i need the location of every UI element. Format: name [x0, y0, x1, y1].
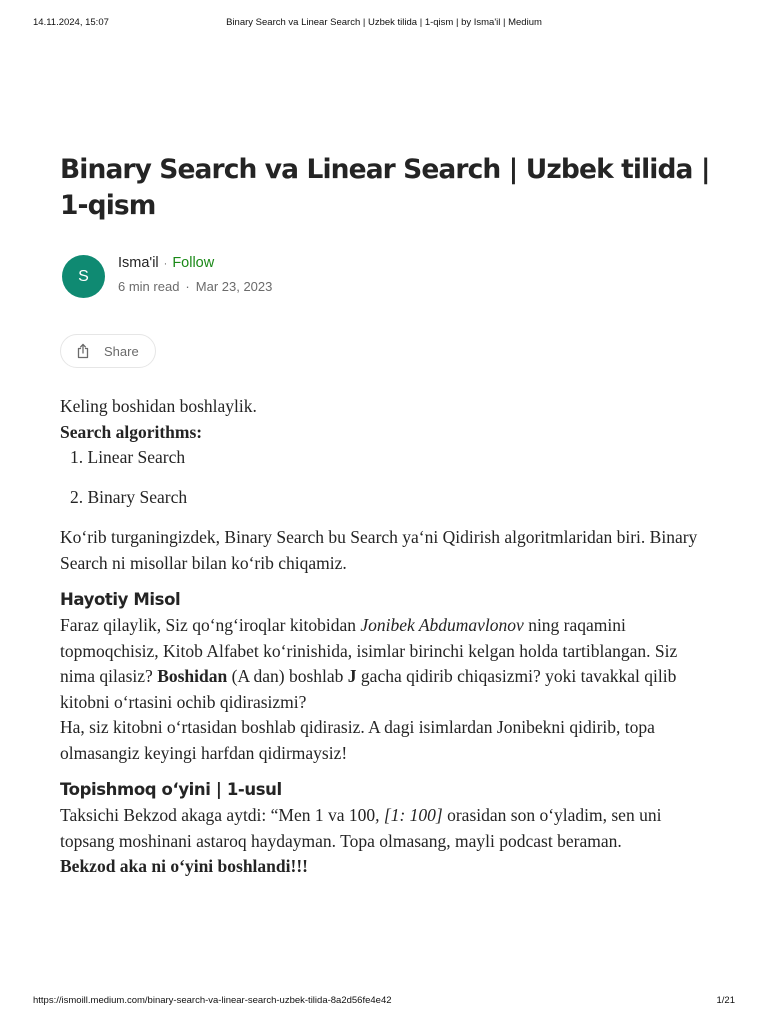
- publish-date: Mar 23, 2023: [195, 279, 273, 294]
- byline-top-row: [118, 255, 214, 271]
- list-item: 1. Linear Search: [70, 447, 186, 467]
- text-span: ning raqamini topmoqchisiz, Kitob Alfabet ko‘rinishida, isimlar birinchi kelgan holda tartiblangan. Siz nima qilasiz?: [60, 615, 678, 686]
- author-avatar[interactable]: S: [62, 255, 105, 298]
- share-button[interactable]: [60, 334, 156, 368]
- share-icon: [74, 342, 92, 360]
- bold-text: Boshidan: [157, 666, 228, 686]
- text-span: Faraz qilaylik, Siz qo‘ng‘iroqlar kitobidan: [60, 615, 361, 635]
- page-number: 1/21: [716, 995, 735, 1006]
- section-heading-hayotiy-misol: Hayotiy Misol: [60, 590, 181, 609]
- print-footer: [33, 995, 735, 1009]
- algorithms-list: [70, 445, 710, 511]
- page-url: https://ismoill.medium.com/binary-search-va-linear-search-uzbek-tilida-8a2d56fe4e42: [33, 995, 392, 1006]
- text-span: orasidan son o‘yladim, sen uni topsang moshinani astaroq haydayman. Topa olmasang, mayli podcast beraman.: [60, 805, 662, 851]
- bold-text: J: [347, 666, 357, 686]
- text-span: Taksichi Bekzod akaga aytdi: “Men 1 va 100: [60, 805, 376, 825]
- text-span: gacha qidirib chiqasizmi? yoki tavakkal qilib kitobni o‘rtasini ochib qidirasizmi?: [60, 666, 677, 712]
- print-datetime: 14.11.2024, 15:07: [33, 17, 109, 28]
- share-bar: [60, 334, 710, 368]
- intro-paragraph: Keling boshidan boshlaylik.: [60, 396, 257, 416]
- algorithms-label: Search algorithms:: [60, 421, 203, 442]
- italic-name: Jonibek Abdumavlonov: [360, 615, 524, 635]
- share-label: Share: [104, 343, 139, 359]
- article-body: [60, 394, 710, 880]
- list-item: 2. Binary Search: [70, 487, 188, 507]
- article: [60, 152, 710, 880]
- article-title: Binary Search va Linear Search | Uzbek tilida | 1-qism: [60, 154, 710, 221]
- print-document-title: Binary Search va Linear Search | Uzbek tilida | 1-qism | by Isma'il | Medium: [226, 17, 542, 28]
- bold-text: Bekzod aka ni o‘yini boshlandi!!!: [60, 856, 308, 876]
- section-heading-topishmoq: Topishmoq o‘yini | 1-usul: [60, 780, 282, 799]
- middle-search-paragraph: Ha, siz kitobni o‘rtasidan boshlab qidirasiz. A dagi isimlardan Jonibekni qidirib, topa olmasangiz keyingi harfdan qidirmaysiz!: [60, 717, 655, 763]
- phonebook-paragraph: [60, 613, 710, 715]
- follow-button[interactable]: Follow: [172, 255, 215, 271]
- print-header: [33, 17, 735, 31]
- riddle-paragraph: [60, 803, 710, 854]
- read-time: 6 min read: [118, 279, 180, 294]
- author-byline: [60, 252, 710, 306]
- meta-separator: ·: [185, 279, 190, 294]
- byline-separator: ·: [163, 258, 168, 270]
- article-meta: [118, 279, 272, 294]
- closing-line: [60, 854, 710, 880]
- summary-paragraph: Ko‘rib turganingizdek, Binary Search bu Search ya‘ni Qidirish algoritmlaridan biri. Binary Search ni misollar bilan ko‘rib chiqamiz.: [60, 527, 698, 573]
- text-span: (A dan) boshlab: [227, 666, 348, 686]
- italic-range: , [1: 100]: [375, 805, 443, 825]
- author-name[interactable]: Isma'il: [118, 255, 159, 271]
